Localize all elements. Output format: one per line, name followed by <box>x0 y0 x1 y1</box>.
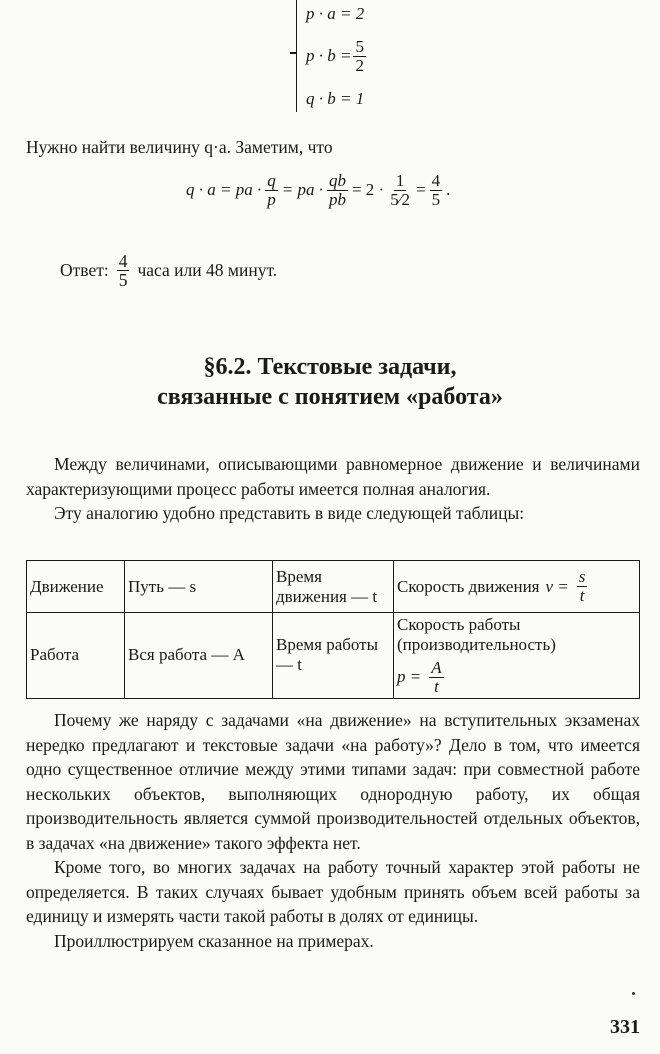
answer-tail: часа или 48 минут. <box>137 260 278 281</box>
formula-fraction-1 <box>265 172 278 209</box>
formula-lhs: v = <box>545 576 569 596</box>
page-number: 331 <box>610 1016 640 1038</box>
table-cell: Время движения — t <box>273 561 394 613</box>
table-cell: Работа <box>27 613 125 699</box>
fraction-numerator: 1 <box>395 171 405 190</box>
fraction-denominator: pb <box>328 189 346 209</box>
section-heading-line-2: связанные с понятием «работа» <box>157 384 503 410</box>
fraction-numerator: A <box>431 658 442 677</box>
body-text <box>26 708 640 953</box>
body-paragraph-3: Проиллюстрируем сказанное на примерах. <box>54 930 374 951</box>
system-equation-2-fraction <box>353 38 366 75</box>
table-row <box>27 561 640 613</box>
table-cell: Вся работа — A <box>125 613 273 699</box>
table-cell: Время работы — t <box>273 613 394 699</box>
scan-speck <box>632 992 635 995</box>
section-heading <box>0 352 660 412</box>
table-formula-fraction <box>577 568 588 605</box>
section-heading-line-1: §6.2. Текстовые задачи, <box>203 354 457 380</box>
answer-fraction <box>117 252 130 290</box>
system-equation-3: q · b = 1 <box>306 89 365 108</box>
answer-line <box>60 252 277 290</box>
system-brace <box>296 0 305 112</box>
table-cell-text: Скорость работы (производительность) <box>397 615 556 654</box>
formula-fraction-4 <box>430 172 443 209</box>
formula-end: . <box>446 180 451 200</box>
fraction-denominator: 5 <box>431 189 441 209</box>
fraction-numerator: 4 <box>431 171 441 190</box>
fraction-denominator: 5⁄2 <box>390 189 411 209</box>
fraction-denominator: p <box>267 189 276 209</box>
fraction-denominator: t <box>434 676 439 696</box>
find-text: Нужно найти величину q·a. Заметим, что <box>26 137 333 157</box>
formula-eq3: = <box>416 180 426 200</box>
table-cell <box>394 613 640 699</box>
body-paragraph-2: Кроме того, во многих задачах на работу точный характер этой работы не определяется. В таких случаях бывает удобным принять объем всей работы за единицу и измерять части такой работы в долях от единицы. <box>26 857 640 926</box>
fraction-numerator: 4 <box>118 251 128 271</box>
analogy-table <box>26 560 640 699</box>
fraction-denominator: 5 <box>118 270 128 291</box>
table-row <box>27 613 640 699</box>
formula-lhs: p = <box>397 667 422 687</box>
table-cell: Путь — s <box>125 561 273 613</box>
table-formula-fraction <box>429 659 443 696</box>
intro-paragraph-1: Между величинами, описывающими равномерное движение и величинами характеризующими процесс работы имеется полная аналогия. <box>26 454 640 499</box>
fraction-numerator: qb <box>328 171 346 190</box>
system-equation-1: p · a = 2 <box>306 4 365 23</box>
system-equation-2-lhs: p · b = <box>306 46 352 66</box>
table-cell-text: Скорость движения <box>397 576 540 596</box>
fraction-numerator: 5 <box>355 37 364 56</box>
intro-paragraph-2: Эту аналогию удобно представить в виде следующей таблицы: <box>54 503 525 523</box>
fraction-denominator: t <box>579 586 585 605</box>
formula-lhs: q · a = pa · <box>186 180 262 200</box>
fraction-numerator: q <box>267 171 276 190</box>
formula-eq2: = 2 · <box>351 180 385 200</box>
fraction-denominator: 2 <box>355 55 364 75</box>
formula-fraction-2 <box>327 172 348 209</box>
formula-mid: = pa · <box>281 180 323 200</box>
system-equation-2 <box>306 38 368 75</box>
body-paragraph-1: Почему же наряду с задачами «на движение» на вступительных экзаменах нередко предлагают и текстовые задачи «на работу»? Дело в том, что имеется одно существенное отличие между этими типами задач: при совместной работе нескольких объектов, выполняющих однородную работу, их общая производительность является суммой производительностей отдельных объектов, в задачах «на движение» такого эффекта нет. <box>26 710 640 853</box>
main-formula <box>186 172 450 209</box>
table-cell <box>394 561 640 613</box>
fraction-numerator: s <box>578 567 586 587</box>
formula-fraction-3 <box>388 172 412 209</box>
answer-label: Ответ: <box>60 260 109 281</box>
table-cell: Движение <box>27 561 125 613</box>
intro-text <box>26 452 640 526</box>
